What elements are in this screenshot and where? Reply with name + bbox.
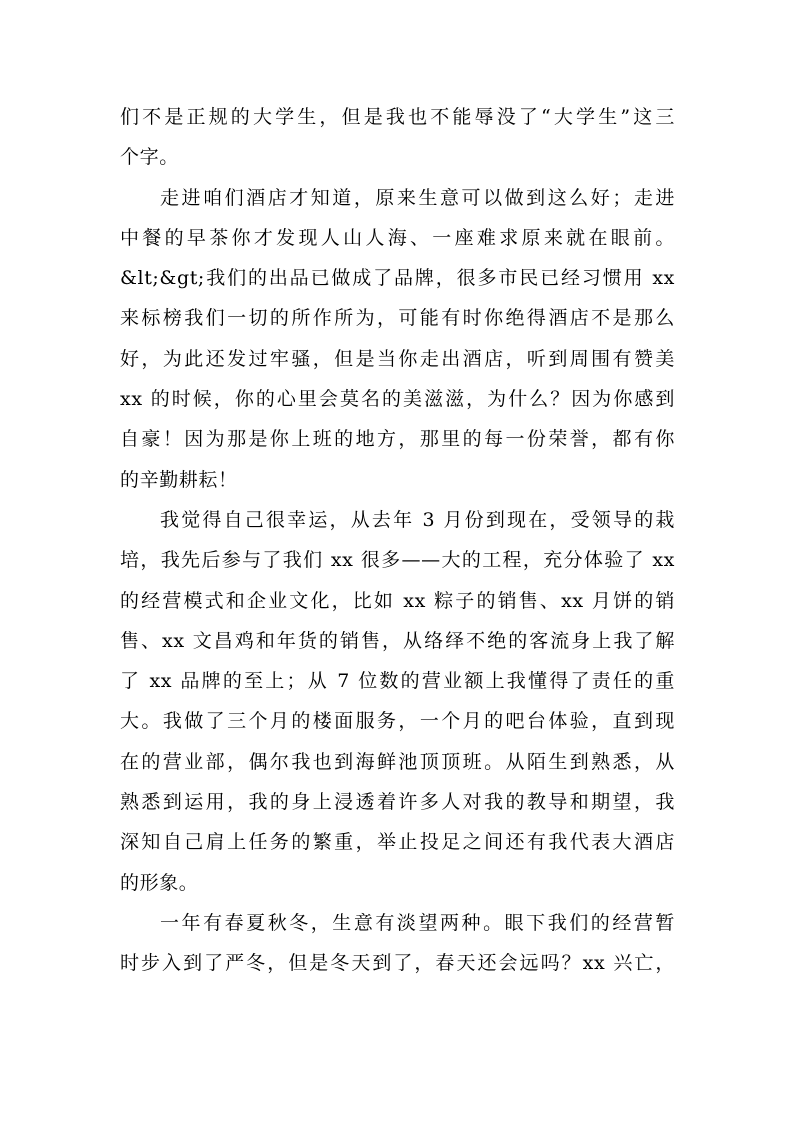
text-line: 的形象。 xyxy=(120,871,199,894)
text-line: 自豪！因为那是你上班的地方，那里的每一份荣誉，都有你 xyxy=(120,428,675,451)
text-line: 的辛勤耕耘！ xyxy=(120,468,238,491)
text-line: 售、xx 文昌鸡和年货的销售，从络绎不绝的客流身上我了解 xyxy=(120,629,675,652)
text-line: 个字。 xyxy=(120,146,179,169)
text-line: 好，为此还发过牢骚，但是当你走出酒店，听到周围有赞美 xyxy=(120,347,675,370)
text-line: xx 的时候，你的心里会莫名的美滋滋，为什么？因为你感到 xyxy=(120,388,675,411)
text-line: 来标榜我们一切的所作所为，可能有时你绝得酒店不是那么 xyxy=(120,307,675,330)
text-line: 大。我做了三个月的楼面服务，一个月的吧台体验，直到现 xyxy=(120,710,675,733)
text-line: 中餐的早茶你才发现人山人海、一座难求原来就在眼前。 xyxy=(120,226,675,249)
paragraph-first-line: 走进咱们酒店才知道，原来生意可以做到这么好；走进 xyxy=(160,186,675,209)
text-line: &lt;&gt;我们的出品已做成了品牌，很多市民已经习惯用 xx xyxy=(120,267,675,290)
text-line: 了 xx 品牌的至上；从 7 位数的营业额上我懂得了责任的重 xyxy=(120,670,675,693)
document-body xyxy=(120,97,675,984)
text-line: 在的营业部，偶尔我也到海鲜池顶顶班。从陌生到熟悉，从 xyxy=(120,750,675,773)
paragraph-first-line: 一年有春夏秋冬，生意有淡望两种。眼下我们的经营暂 xyxy=(160,911,675,934)
text-line: 们不是正规的大学生，但是我也不能辱没了“大学生”这三 xyxy=(120,106,675,128)
text-line: 熟悉到运用，我的身上浸透着许多人对我的教导和期望，我 xyxy=(120,791,675,814)
text-line: 深知自己肩上任务的繁重，举止投足之间还有我代表大酒店 xyxy=(120,831,675,854)
text-line: 培，我先后参与了我们 xx 很多——大的工程，充分体验了 xx xyxy=(120,549,675,572)
text-line: 的经营模式和企业文化，比如 xx 粽子的销售、xx 月饼的销 xyxy=(120,589,675,612)
text-line: 时步入到了严冬，但是冬天到了，春天还会远吗？xx 兴亡， xyxy=(120,952,675,975)
paragraph-first-line: 我觉得自己很幸运，从去年 3 月份到现在，受领导的栽 xyxy=(160,508,675,531)
